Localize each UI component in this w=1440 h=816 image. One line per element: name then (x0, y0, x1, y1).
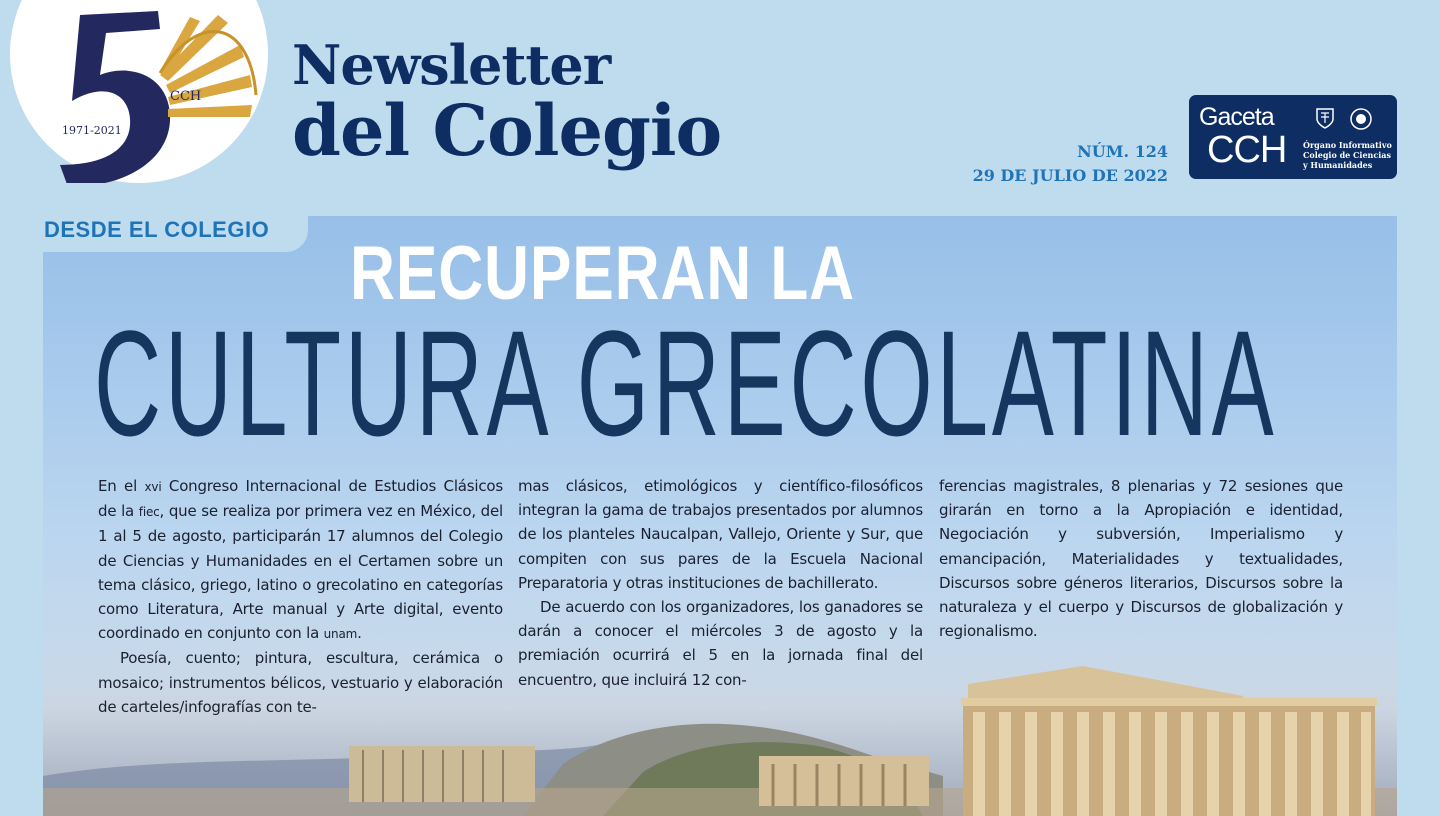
headline-line-2: CULTURA GRECOLATINA (94, 299, 1278, 467)
article-column-1 (98, 474, 503, 719)
article-column-2 (518, 474, 923, 692)
small-caps-run: xvi (144, 480, 162, 494)
small-caps-run: unam (323, 627, 358, 642)
gaceta-subtitle-line: Órgano Informativo (1303, 140, 1392, 150)
paragraph: De acuerdo con los organizadores, los ganadores se darán a conocer el miércoles 3 de agosto y la premiación ocurrirá el 5 en la jornada final del encuentro, que incluirá 12 con- (518, 598, 923, 689)
section-label: DESDE EL COLEGIO (44, 217, 270, 242)
paragraph: mas clásicos, etimológicos y científico-filosóficos integran la gama de trabajos presentados por alumnos de los planteles Naucalpan, Vallejo, Oriente y Sur, que compiten con sus pares de la Escuela Nacional Preparatoria y otras instituciones de bachillerato. (518, 477, 923, 592)
cch-seal-icon (1349, 107, 1373, 131)
text-run: En el (98, 477, 145, 495)
issue-info (973, 140, 1168, 188)
text-run: , que se realiza por primera vez en México, del 1 al 5 de agosto, participarán 17 alumnos del Colegio de Ciencias y Humanidades en el Certamen sobre un tema clásico, griego, latino o grecolatino en categorías como Literatura, Arte manual y Arte digital, evento coordinado en conjunto con la (98, 502, 504, 643)
gaceta-word: Gaceta (1199, 103, 1274, 131)
small-caps-run: fiec (138, 505, 160, 520)
gaceta-subtitle (1303, 140, 1392, 170)
title-line-1: Newsletter (292, 33, 611, 97)
paragraph: Poesía, cuento; pintura, escultura, cerámica o mosaico; instrumentos bélicos, vestuario y elaboración de carteles/infografías con te- (98, 649, 503, 716)
gaceta-subtitle-line: Colegio de Ciencias (1303, 150, 1391, 160)
anniversary-logo (10, 0, 268, 183)
paragraph (98, 474, 503, 646)
newsletter-title (292, 33, 722, 172)
issue-number: NÚM. 124 (1077, 142, 1168, 161)
gaceta-subtitle-line: y Humanidades (1303, 160, 1373, 170)
gaceta-acronym: CCH (1207, 129, 1287, 171)
text-run: . (357, 624, 362, 643)
gaceta-cch-badge (1189, 95, 1397, 179)
article-column-3 (939, 474, 1343, 643)
headline-line-1: RECUPERAN LA (350, 231, 855, 316)
paragraph: ferencias magistrales, 8 plenarias y 72 sesiones que girarán en torno a la Apropiación e identidad, Negociación y subversión, Imperialismo y emancipación, Materialidades y textualidades, Discursos sobre géneros literarios, Discursos sobre la naturaleza y el cuerpo y Discursos de globalización y regionalismo. (939, 477, 1343, 641)
fifty-years-emblem-icon (10, 0, 268, 183)
logo-brand: CCH (170, 89, 202, 104)
issue-date: 29 DE JULIO DE 2022 (972, 166, 1168, 185)
logo-years: 1971-2021 (62, 124, 122, 137)
text-run: Congreso Internacional de Estudios Clásicos de la (98, 477, 503, 521)
unam-shield-icon (1314, 107, 1336, 129)
title-line-2: del Colegio (292, 89, 722, 172)
